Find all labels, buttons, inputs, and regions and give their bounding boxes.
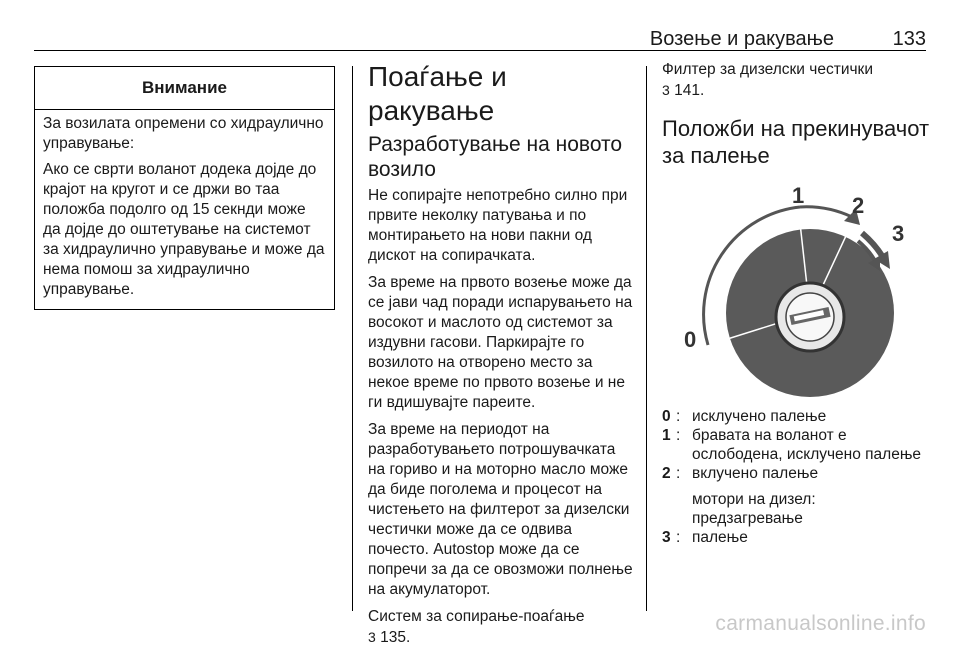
body-paragraph: Не сопирајте непотребно силно при првите неколку патувања и по монтирањето на нови пакни од дискот на сопирачката.: [368, 187, 628, 264]
legend-text: исклучено палење: [692, 408, 827, 425]
rotation-arc: [800, 207, 852, 217]
page-header: [34, 0, 926, 50]
position-legend: [662, 407, 930, 547]
legend-text-main: вклучено палење: [692, 465, 819, 482]
body-paragraph: За време на периодот на разработувањето потрошувачката на гориво и на моторно масло може да биде поголема и процесот на чистењето на филтерот за дизелски честички може да се одвива почесто. Autostop може да се попречи за да се овозможи полнење на акумулаторот.: [368, 421, 633, 598]
ignition-switch-diagram: [662, 183, 930, 397]
section-heading: Положби на прекинувачот за палење: [662, 116, 930, 168]
cross-reference-text: Филтер за дизелски честички: [662, 61, 873, 78]
warning-body: [35, 110, 334, 300]
legend-text: палење: [692, 529, 748, 546]
legend-colon: :: [676, 408, 681, 425]
warning-title: Внимание: [35, 67, 334, 110]
legend-subtext: мотори на дизел: предзагревање: [692, 491, 816, 527]
page-number: 133: [892, 28, 926, 50]
cross-reference-page[interactable]: 135.: [380, 629, 411, 646]
legend-colon: :: [676, 529, 681, 546]
legend-key: 3: [662, 529, 671, 546]
ref-arrow-icon: 3: [368, 629, 376, 645]
ref-arrow-icon: 3: [662, 82, 670, 98]
warning-paragraph: За возилата опремени со хидраулично управување:: [43, 115, 324, 152]
legend-text: [692, 464, 930, 528]
watermark: carmanualsonline.info: [715, 612, 926, 635]
legend-text: бравата на воланот е ослободена, исклучено палење: [692, 427, 922, 463]
ignition-switch-illustration: [662, 187, 930, 397]
legend-colon: :: [676, 427, 681, 444]
legend-colon: :: [676, 465, 681, 482]
header-rule: [34, 50, 926, 51]
column-right: [662, 60, 930, 547]
section-subheading: Разработување на новото возило: [368, 133, 623, 181]
legend-key: 0: [662, 408, 671, 425]
header-title: Возење и ракување: [649, 28, 834, 50]
legend-item: [662, 407, 930, 426]
position-label-0: 0: [684, 327, 697, 352]
position-label-2: 2: [852, 193, 865, 218]
legend-key: 1: [662, 427, 671, 444]
legend-item: [662, 528, 930, 547]
body-paragraph: За време на првото возење може да се јави чад поради испарувањето на восокот и маслото од системот за издувни гасови. Паркирајте го возилото на отворено место за некое време по првото возење и не ги вдишувајте пареите.: [368, 274, 633, 411]
section-heading: Поаѓање и ракување: [368, 61, 507, 126]
column-middle: [368, 60, 636, 655]
position-label-3: 3: [892, 221, 905, 246]
legend-key: 2: [662, 465, 671, 482]
position-label-1: 1: [792, 183, 805, 208]
legend-item: [662, 426, 930, 464]
column-divider: [646, 66, 647, 611]
cross-reference-page[interactable]: 141.: [674, 82, 705, 99]
cross-reference-text: Систем за сопирање-поаѓање: [368, 608, 585, 625]
column-divider: [352, 66, 353, 611]
warning-paragraph: Ако се сврти воланот додека дојде до крајот на кругот и се држи во таа положба подолго од 15 секнди може да дојде до оштетување на системот за хидраулично управување и може да нема помош за хидраулично управување.: [43, 161, 325, 298]
cross-reference: [662, 60, 930, 101]
legend-item: [662, 464, 930, 528]
warning-box: [34, 66, 335, 310]
